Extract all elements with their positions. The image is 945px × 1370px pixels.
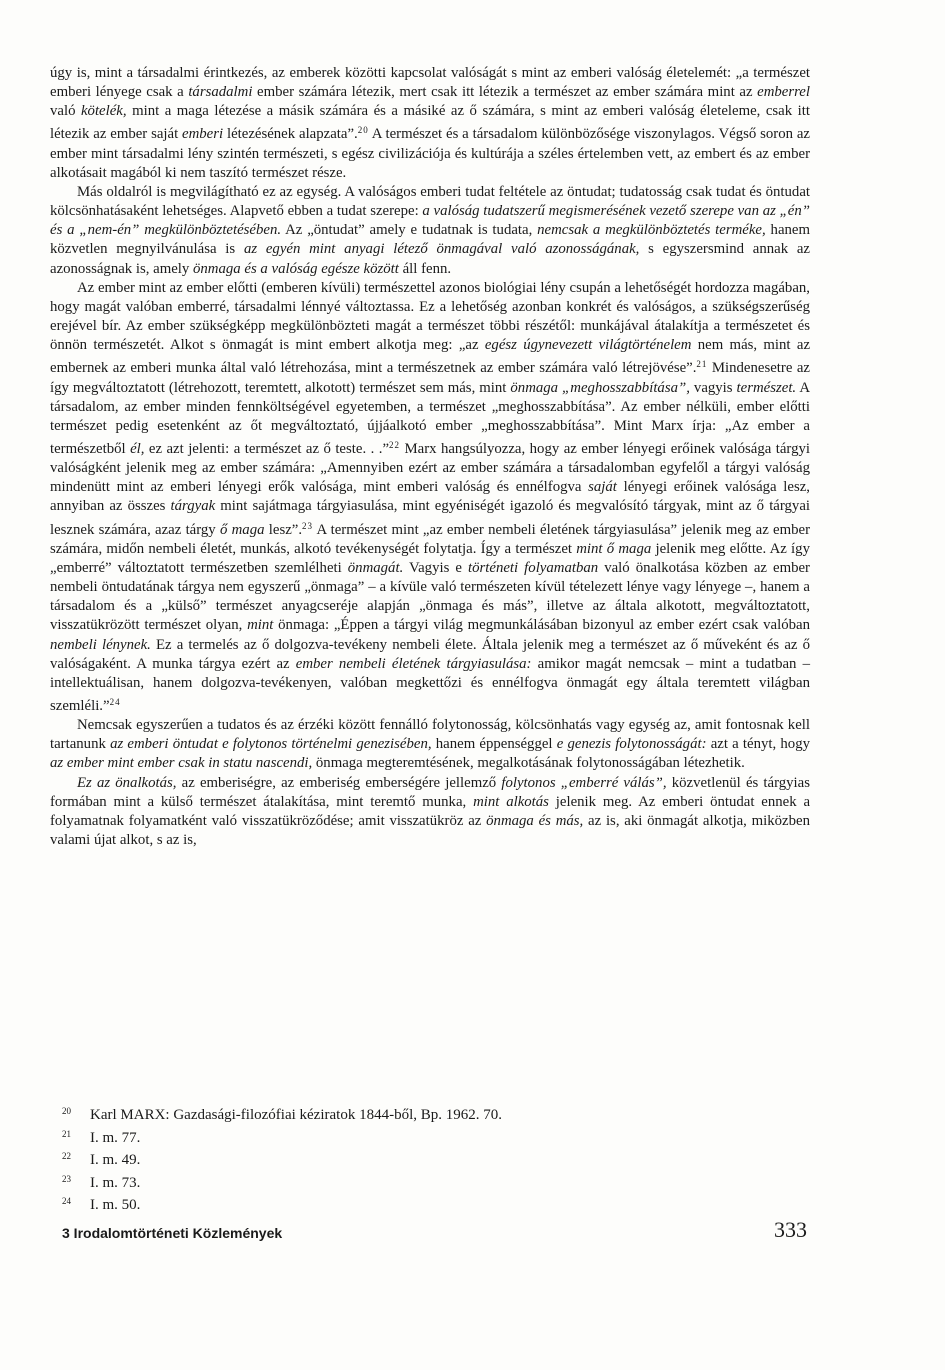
footnote-ref: 23 — [302, 520, 314, 531]
footnote-text: I. m. 49. — [90, 1152, 141, 1169]
footnote-number: 24 — [62, 1196, 71, 1207]
text-run: az is, aki önmagát alkotja, miközben valami újat alkot, s az is, — [50, 812, 810, 849]
text-run: s egyszersmind annak az azonosságnak is, amely — [50, 241, 810, 277]
footnote-ref: 20 — [357, 125, 369, 136]
footnote-text: Karl MARX: Gazdasági-filozófiai kéziratok 1844-ből, Bp. 1962. 70. — [90, 1107, 502, 1123]
text-run: Az ember mint az ember előtti (emberen kívüli) természettel azonos biológiai lény csupán a lehetőségét hordozza magában, hogy magát valóban emberré, társadalmi lénnyé változtassa. Ez a lehetőség azonban konkrét és valóságos, a szükségszerűség erejével bír. Az ember szükségképp megkülönbözteti magát a természet többi részétől: munkájával átalakítja a természetet és önnön természetét. Alkot s önmagát is mint embert alkotja meg: „az — [50, 279, 810, 354]
text-run: az emberiségre, az emberiség emberségére jellemző — [176, 774, 502, 791]
footnote — [62, 1170, 762, 1193]
footnote-number: 23 — [62, 1173, 71, 1184]
body-text — [50, 64, 810, 850]
paragraph — [50, 64, 810, 183]
footnote-ref: 21 — [696, 359, 708, 370]
emphasis-text: nemcsak a megkülönböztetés terméke, — [537, 222, 766, 239]
footnote-text: I. m. 50. — [90, 1197, 141, 1214]
text-run: úgy is, mint a társadalmi érintkezés, az emberek közötti kapcsolat valóságát s mint az emberi valóság életelemét: „a természet emberi lényege csak a — [50, 65, 810, 101]
text-run: Marx hangsúlyozza, hogy az ember lényegi erőinek valósága tárgyi valóságként jelenik meg az ember számára: „Amennyiben ezért az ember számára a társadalomban egyfelől a tárgyi valóság mindenütt mint az emberi lényegi erők valósága, mint emberi valóság és ennélfogva — [50, 440, 810, 496]
emphasis-text: tárgyak — [170, 498, 216, 515]
emphasis-text: ember nembeli életének tárgyiasulása: — [295, 655, 532, 672]
text-run: nem más, mint az embernek az emberi munka által való létrehozása, mint a természetnek az ember számára való létrejövése”. — [50, 337, 811, 377]
text-run: közvetlenül és tárgyias formában mint a külső természet átalakítása, mint teremtő munka, — [50, 774, 810, 810]
footnote-text: I. m. 73. — [90, 1174, 141, 1191]
emphasis-text: ő maga — [219, 521, 265, 538]
text-run: létezésének alapzata”. — [223, 126, 358, 143]
footnote — [62, 1147, 762, 1170]
text-run: ez azt jelenti: a természet az ő teste. . .” — [144, 440, 390, 457]
text-run: Nemcsak egyszerűen a tudatos és az érzéki között fennálló folytonosság, kölcsönhatás vagy egység az, amit fontosnak kell tartanunk — [50, 717, 810, 753]
emphasis-text: mint ő maga — [576, 540, 652, 557]
footnotes — [62, 1102, 762, 1215]
emphasis-text: emberrel — [757, 84, 810, 101]
text-run: önmaga megteremtésének, megalkotásának folytonosságában létezhetik. — [312, 755, 745, 772]
text-run: jelenik meg előtte. Az így „emberré” változtatott természetben szemlélheti — [50, 540, 810, 576]
footnote-number: 21 — [62, 1128, 71, 1139]
text-run: amikor magát nemcsak – mint a tudatban – intellektuálisan, hanem dolgozva-tevékenyen, valóban megkettőzi és ennélfogva önmagát egy általa teremtett világban szemléli.” — [50, 655, 810, 714]
text-run: lényegi erőinek valósága lesz, annyiban az összes — [50, 479, 810, 515]
emphasis-text: mint — [247, 617, 274, 634]
emphasis-text: természet. — [736, 379, 797, 396]
footnote-ref: 22 — [389, 439, 401, 450]
text-run: ember számára létezik, mert csak itt létezik a természet az ember számára mint az — [252, 84, 758, 101]
emphasis-text: egész úgynevezett világtörténelem — [484, 337, 692, 354]
text-run: vagyis — [689, 379, 737, 396]
footnote-number: 22 — [62, 1151, 71, 1162]
paragraph — [50, 183, 810, 279]
emphasis-text: e genezis folytonosságát: — [556, 736, 707, 753]
emphasis-text: emberi — [182, 126, 224, 143]
text-run: A társadalom, az ember minden fennköltségével egyetemben, a természet „meghosszabbítása”. Az ember nélküli, ember előtti természet pedig esetenként az őt megváltoztató, újjáalkotó ember „meghosszabbítása”. Mint Marx írja: „Az ember a természetből — [50, 379, 811, 457]
text-run: azt a tényt, hogy — [706, 736, 810, 753]
text-run: önmaga: „Éppen a tárgyi világ megmunkálásában bizonyul az ember ezért csak valóban — [273, 617, 810, 634]
text-run: mint sajátmaga tárgyiasulása, mint egyéniségét igazoló és megvalósító tárgyak, mint az ő tárgyai lesznek számára, azaz tárgy — [50, 498, 811, 538]
journal-signature: 3 Irodalomtörténeti Közlemények — [62, 1225, 283, 1241]
emphasis-text: önmaga „meghosszabbítása”, — [510, 379, 690, 396]
emphasis-text: az egyén mint anyagi létező önmagával való azonosságának, — [243, 241, 640, 258]
emphasis-text: társadalmi — [188, 84, 253, 101]
emphasis-text: önmaga és a valóság egésze között — [193, 260, 399, 277]
text-run: hanem közvetlen megnyilvánulása is — [50, 222, 810, 258]
text-run: Más oldalról is megvilágítható ez az egység. A valóságos emberi tudat feltétele az öntudat; tudatosság csak tudat és öntudat kölcsönhatásaként lehetséges. Alapvető ebben a tudat szerepe: — [50, 183, 810, 220]
footnote — [62, 1192, 762, 1215]
emphasis-text: nembeli lénynek. — [50, 636, 151, 653]
text-run: A természet és a társadalom különbözősége viszonylagos. Végső soron az ember mint társadalmi lény szintén természeti, s egész civilizációja és kultúrája a széles értelemben vett, az embert és az ember alkotásait magából ki nem taszító természet része. — [50, 126, 811, 181]
text-run: A természet mint „az ember nembeli életének tárgyiasulása” jelenik meg az ember számára, midőn nembeli életét, munkás, alkotó tevékenységét folytatja. Így a természet — [50, 521, 810, 557]
text-run: való — [50, 103, 81, 120]
emphasis-text: Ez az önalkotás, — [77, 774, 177, 791]
paragraph — [50, 774, 810, 851]
emphasis-text: önmaga és más, — [486, 812, 584, 829]
emphasis-text: történeti folyamatban — [468, 559, 599, 576]
emphasis-text: kötelék, — [80, 103, 127, 120]
emphasis-text: a valóság tudatszerű megismerésének vezető szerepe van az „én” és a „nem-én” megkülönböztetésében. — [50, 203, 810, 239]
text-run: lesz”. — [264, 521, 303, 538]
footnote-number: 20 — [62, 1106, 71, 1116]
text-run: áll fenn. — [398, 260, 452, 277]
paragraph — [50, 279, 810, 716]
footnote — [62, 1102, 762, 1125]
text-run: való önalkotása közben az ember nembeli öntudatának tárgya nem egyszerű „önmaga” – a kívüle való természeten kívül tételezett lénye vagy lényege –, hanem a társadalom és a „külső” természet anyagcseréje alapján „önmaga és más”, illetve az általa alkotott, megváltoztatott, visszatükrözött természet olyan, — [50, 559, 810, 634]
paragraph — [50, 716, 810, 773]
text-run: Mindenesetre az így megváltoztatott (létrehozott, teremtett, alkotott) természet sem más, mint — [50, 360, 810, 396]
emphasis-text: az ember mint ember csak in statu nascendi, — [50, 755, 313, 772]
text-run: Ez a termelés az ő dolgozva-tevékeny nembeli élete. Általa jelenik meg a természet az ő műveként és az ő valóságaként. A munka tárgya ezért az — [50, 636, 810, 672]
footnote-ref: 24 — [109, 697, 121, 707]
emphasis-text: mint alkotás — [473, 793, 549, 810]
page-number: 333 — [774, 1217, 807, 1242]
footnote-text: I. m. 77. — [90, 1129, 141, 1146]
emphasis-text: az emberi öntudat e folytonos történelmi genezisében, — [110, 736, 432, 753]
emphasis-text: folytonos „emberré válás”, — [501, 774, 667, 791]
text-run: Vagyis e — [403, 559, 468, 576]
text-run: hanem éppenséggel — [431, 736, 557, 753]
emphasis-text: él, — [130, 440, 145, 457]
text-run: Az „öntudat” amely e tudatnak is tudata, — [281, 222, 538, 239]
emphasis-text: önmagát. — [347, 559, 404, 576]
text-run: jelenik meg. Az emberi öntudat ennek a folyamatnak folyamatként való visszatükröződése; amit visszatükröz az — [50, 793, 811, 829]
footnote — [62, 1125, 762, 1148]
emphasis-text: saját — [588, 479, 617, 496]
text-run: mint a maga létezése a másik számára és a másiké az ő számára, s mint az emberi valóság életeleme, csak itt létezik az ember saját — [50, 103, 810, 143]
